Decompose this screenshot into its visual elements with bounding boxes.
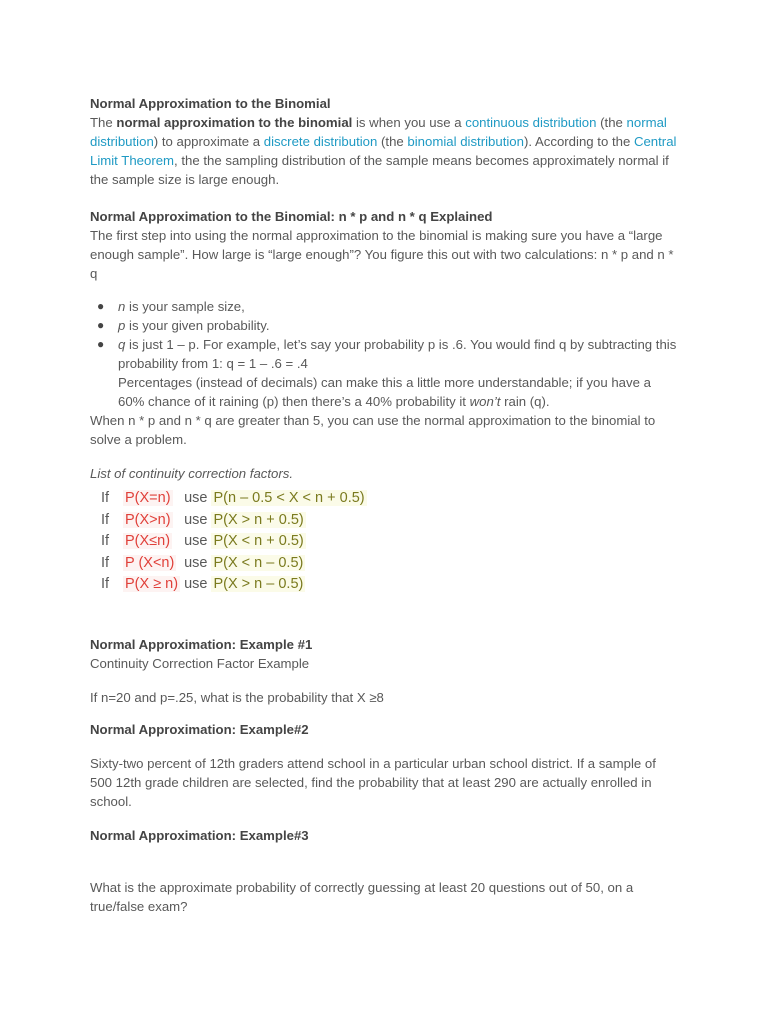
continuity-row [101,531,367,553]
use-label: use [184,511,208,528]
list-item [90,297,680,316]
continuity-row [101,510,367,532]
when-paragraph: When n * p and n * q are greater than 5, you can use the normal approximation to the binomial to solve a problem. [90,413,656,447]
example-question: Sixty-two percent of 12th graders attend school in a particular urban school district. If a sample of 500 12th grade children are selected, find the probability that at least 290 are actually enrolled in school. [90,756,656,809]
percentage-note: Percentages (instead of decimals) can make this a little more understandable; if you have a 60% chance of it raining (p) then there’s a 40% probability it [118,375,651,409]
example-heading: Normal Approximation: Example #1 [90,637,313,652]
continuity-table-block [101,488,691,596]
text-run: , the the sampling distribution of the sample means becomes approximately normal if the sample size is large enough. [90,153,669,187]
correction: P(X > n – 0.5) [213,576,304,592]
correction: P(X > n + 0.5) [213,511,304,528]
continuity-row [101,488,367,510]
text-run: (the [596,115,627,130]
list-item-text: is your given probability. [125,318,270,333]
text-run: (the [377,134,408,149]
if-label: If [101,511,110,528]
text-run: ). According to the [523,134,634,149]
if-label: If [101,554,110,571]
example-subheading: Continuity Correction Factor Example [90,656,310,671]
example-3 [90,826,680,916]
use-label: use [184,576,208,592]
example-1 [90,635,680,707]
if-label: If [101,533,110,549]
variable-name: n [118,299,126,314]
condition: P(X>n) [125,511,171,528]
list-item [90,335,680,411]
list-item [90,316,680,335]
use-label: use [184,533,208,549]
example-heading: Normal Approximation: Example#3 [90,828,309,843]
example-2 [90,720,680,811]
condition: P(X ≥ n) [125,576,179,592]
np-intro-paragraph: The first step into using the normal approximation to the binomial is making sure you have a “large enough sample”. How large is “large enough”? You figure this out with two calculations: n * p and n * q [90,228,674,281]
continuity-caption: List of continuity correction factors. [90,466,294,481]
bullet-icon: ● [97,337,105,351]
link-normal-distribution[interactable]: normal distribution [90,115,667,149]
list-item-text: is just 1 – p. For example, let’s say your probability p is .6. You would find q by subtracting this probability from 1: q = 1 – .6 = .4 [118,337,677,371]
correction: P(n – 0.5 < X < n + 0.5) [213,490,365,506]
use-label: use [184,490,208,506]
condition: P(X≤n) [125,533,171,549]
bullet-icon: ● [97,318,105,332]
text-run: is when you use a [352,115,466,130]
section-intro [90,94,680,189]
list-item-text: is your sample size, [125,299,245,314]
emphasis: won’t [469,394,501,409]
section-heading: Normal Approximation to the Binomial [90,96,331,111]
link-continuous-distribution[interactable]: continuous distribution [465,115,597,130]
link-discrete-distribution[interactable]: discrete distribution [263,134,378,149]
percentage-note-end: rain (q). [500,394,550,409]
example-question: What is the approximate probability of correctly guessing at least 20 questions out of 50, on a true/false exam? [90,880,634,914]
continuity-correction-table [101,488,367,596]
variable-name: q [118,337,126,352]
section-np-nq [90,207,680,283]
use-label: use [184,554,208,571]
section-heading: Normal Approximation to the Binomial: n * p and n * q Explained [90,209,493,224]
variable-name: p [118,318,126,333]
text-run: The [90,115,117,130]
variable-list [90,297,680,449]
continuity-caption-block [90,464,680,483]
bold-term: normal approximation to the binomial [116,115,353,130]
continuity-row [101,553,367,575]
example-question: If n=20 and p=.25, what is the probability that X ≥8 [90,690,384,705]
continuity-row [101,574,367,596]
bullet-icon: ● [97,299,105,313]
link-binomial-distribution[interactable]: binomial distribution [407,134,524,149]
example-heading: Normal Approximation: Example#2 [90,722,309,737]
correction: P(X < n – 0.5) [213,554,304,571]
text-run: ) to approximate a [153,134,264,149]
condition: P (X<n) [125,554,175,571]
if-label: If [101,490,110,506]
condition: P(X=n) [125,490,171,506]
intro-paragraph [90,113,680,189]
link-central-limit-theorem[interactable]: Central Limit Theorem [90,134,677,168]
correction: P(X < n + 0.5) [213,533,304,549]
if-label: If [101,576,110,592]
